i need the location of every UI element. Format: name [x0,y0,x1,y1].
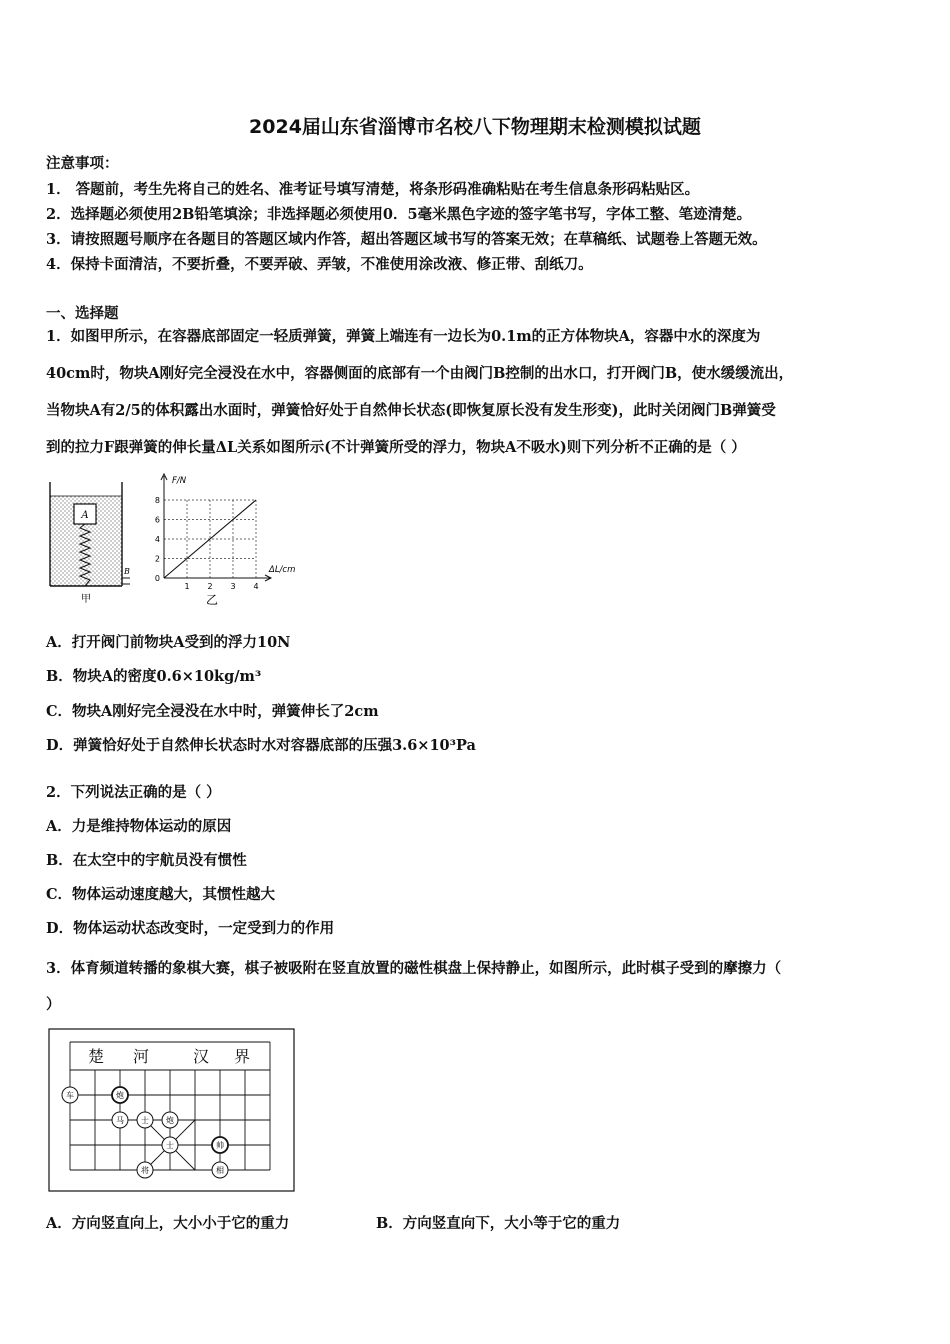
svg-text:车: 车 [66,1091,74,1100]
svg-text:马: 马 [116,1116,124,1125]
chess-piece [112,1087,128,1103]
chess-piece [112,1112,128,1128]
chart-y-tick-label: 2 [154,554,160,564]
question-1-option-a: A．打开阀门前物块A受到的浮力10N [46,634,291,651]
question-2-stem: 2．下列说法正确的是（ ） [46,784,221,801]
figure-chessboard [48,1028,296,1194]
question-2-option-c: C．物体运动速度越大，其惯性越大 [46,886,276,903]
chess-piece [162,1112,178,1128]
section-heading: 一、选择题 [46,305,119,322]
chess-piece [137,1112,153,1128]
svg-text:炮: 炮 [116,1091,124,1100]
svg-text:将: 将 [141,1166,149,1175]
question-3-line: 3．体育频道转播的象棋大赛，棋子被吸附在竖直放置的磁性棋盘上保持静止，如图所示，此时棋子受到的摩擦力（ [46,960,782,977]
notice-item: 2．选择题必须使用2B铅笔填涂；非选择题必须使用0．5毫米黑色字迹的签字笔书写，字体工整、笔迹清楚。 [46,206,752,223]
svg-text:士: 士 [166,1141,174,1150]
question-1-line: 1．如图甲所示，在容器底部固定一轻质弹簧，弹簧上端连有一边长为0.1m的正方体物块A，容器中水的深度为 [46,328,761,345]
svg-text:帅: 帅 [216,1141,224,1150]
chess-piece [212,1137,228,1153]
question-2-option-b: B．在太空中的宇航员没有惯性 [46,852,247,869]
question-1-line: 40cm时，物块A刚好完全浸没在水中，容器侧面的底部有一个由阀门B控制的出水口，打开阀门B，使水缓缓流出， [46,365,794,382]
chart-y-axis-label: F/N [172,476,187,486]
chess-piece [212,1162,228,1178]
question-3-line: ） [46,996,61,1013]
question-3-option-b: B．方向竖直向下，大小等于它的重力 [376,1215,621,1232]
board-label: 汉 [193,1047,210,1066]
chart-x-tick-label: 4 [253,582,259,591]
figure-jia-caption: 甲 [81,594,91,605]
question-1-option-d: D．弹簧恰好处于自然伸长状态时水对容器底部的压强3.6×10³Pa [46,737,476,754]
chart-x-tick-label: 1 [184,582,190,591]
svg-text:士: 士 [141,1116,149,1125]
board-label: 楚 [88,1047,105,1066]
svg-text:炮: 炮 [166,1116,174,1125]
question-1-option-c: C．物块A刚好完全浸没在水中时，弹簧伸长了2cm [46,703,379,720]
notice-heading: 注意事项： [46,155,119,172]
question-1-option-b: B．物块A的密度0.6×10kg/m³ [46,668,262,685]
chart-y-tick-label: 6 [154,515,160,525]
notice-item: 1． 答题前，考生先将自己的姓名、准考证号填写清楚，将条形码准确粘贴在考生信息条形码粘贴区。 [46,181,700,198]
chart-x-tick-label: 2 [207,582,213,591]
chart-y-tick-label: 8 [154,496,160,505]
chart-caption: 乙 [205,593,219,607]
chess-piece [162,1137,178,1153]
chart-x-tick-label: 3 [230,582,236,591]
chart-x-axis-label: ΔL/cm [269,565,296,575]
question-1-line: 到的拉力F跟弹簧的伸长量ΔL关系如图所示(不计弹簧所受的浮力，物块A不吸水)则下列分析不正确的是（ ） [46,439,746,456]
chart-y-tick-label: 4 [154,535,160,544]
svg-text:相: 相 [216,1166,224,1175]
notice-item: 4．保持卡面清洁，不要折叠，不要弄破、弄皱，不准使用涂改液、修正带、刮纸刀。 [46,256,593,273]
figure-yi-chart [146,470,316,610]
figure-jia-container [44,474,134,608]
board-label: 河 [133,1047,150,1066]
page-title: 2024届山东省淄博市名校八下物理期末检测模拟试题 [249,116,701,138]
chess-piece [137,1162,153,1178]
chart-axes [161,474,271,581]
question-1-stem [46,318,906,466]
chart-y-tick-label: 0 [154,574,160,583]
question-1-line: 当物块A有2/5的体积露出水面时，弹簧恰好处于自然伸长状态(即恢复原长没有发生形变)，此时关闭阀门B弹簧受 [46,402,776,419]
chart-ticks [155,496,259,591]
question-2-option-d: D．物体运动状态改变时，一定受到力的作用 [46,920,335,937]
notice-item: 3．请按照题号顺序在各题目的答题区域内作答，超出答题区域书写的答案无效；在草稿纸、试题卷上答题无效。 [46,231,767,248]
block-a-label: A [81,510,89,521]
board-label: 界 [234,1047,251,1066]
valve-b-label: B [124,567,130,576]
question-3-option-a: A．方向竖直向上，大小小于它的重力 [46,1215,290,1232]
chess-piece [62,1087,78,1103]
question-2-option-a: A．力是维持物体运动的原因 [46,818,232,835]
